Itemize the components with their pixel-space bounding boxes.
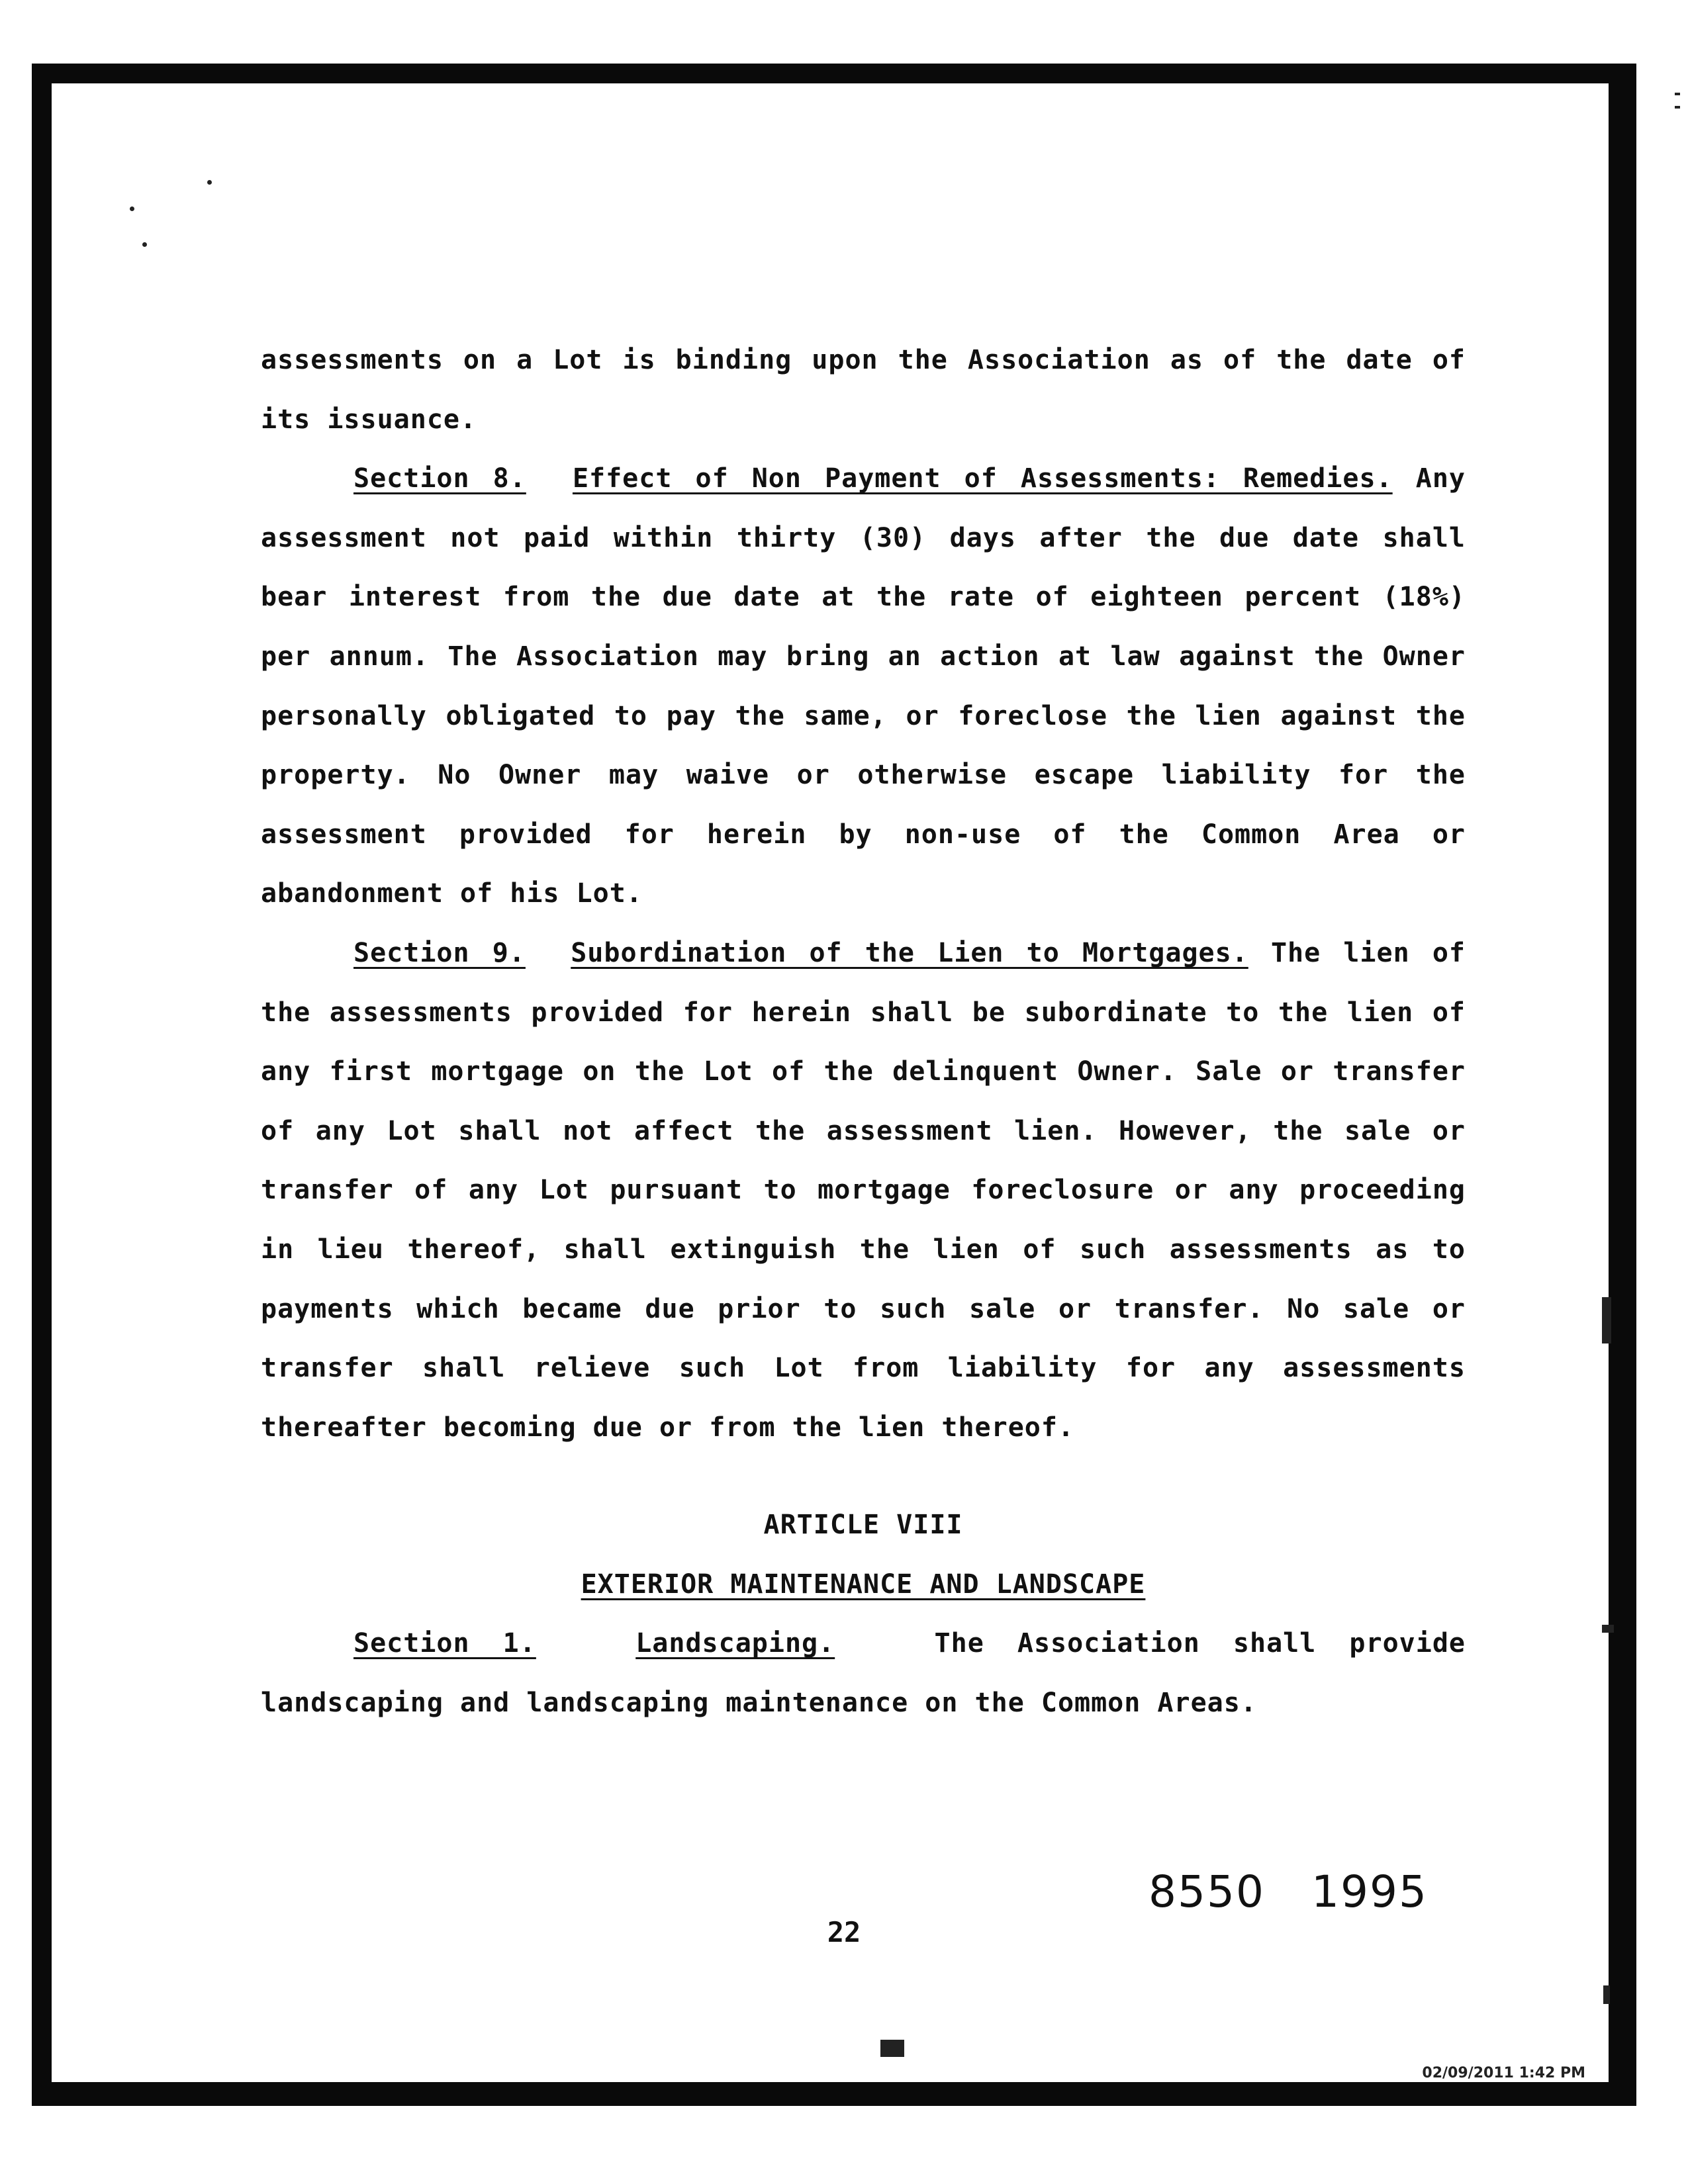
section-9-paragraph — [261, 924, 1466, 1457]
bates-number-right: 1995 — [1311, 1866, 1428, 1917]
print-timestamp: 02/09/2011 1:42 PM — [1422, 2065, 1585, 2081]
scan-speck — [142, 242, 147, 247]
scan-speck — [207, 180, 212, 185]
bates-number-left: 8550 — [1149, 1866, 1265, 1917]
scan-edge-mark — [880, 2040, 904, 2057]
continuation-paragraph: assessments on a Lot is binding upon the Association as of the date of its issuance. — [261, 345, 1466, 435]
article-number: ARTICLE VIII — [763, 1510, 963, 1541]
section-9-body: The lien of the assessments provided for herein shall be subordinate to the lien of any first mortgage on the Lot of the delinquent Owner. Sale or transfer of any Lot shall not affect the assessment lien. However, the sale or transfer of any Lot pursuant to mortgage foreclosure or any proceeding in lieu thereof, shall extinguish the lien of such assessments as to payments which became due prior to such sale or transfer. No sale or transfer shall relieve such Lot from liability for any assessments thereafter becoming due or from the lien thereof. — [261, 937, 1466, 1443]
section-1-label: Section 1. — [353, 1628, 536, 1659]
section-8-paragraph — [261, 449, 1466, 924]
section-1-body: The Association shall provide landscaping and landscaping maintenance on the Common Areas. — [261, 1628, 1466, 1719]
section-1-paragraph — [261, 1614, 1466, 1733]
article-title: EXTERIOR MAINTENANCE AND LANDSCAPE — [581, 1569, 1146, 1600]
scan-edge-mark — [1675, 93, 1680, 95]
section-8-body: Any assessment not paid within thirty (30) days after the due date shall bear interest from the due date at the rate of eighteen percent (18%) per annum. The Association may bring an action at law against the Owner personally obligated to pay the same, or foreclose the lien against the property. No Owner may waive or otherwise escape liability for the assessment provided for herein by non-use of the Common Area or abandonment of his Lot. — [261, 463, 1466, 909]
scan-speck — [130, 206, 134, 211]
section-1-title: Landscaping. — [635, 1628, 835, 1659]
section-8-title: Effect of Non Payment of Assessments: Remedies. — [572, 463, 1393, 494]
document-body — [261, 331, 1466, 1733]
page-number: 22 — [827, 1916, 861, 1948]
scan-edge-mark — [1675, 106, 1680, 109]
scan-edge-mark — [1603, 1985, 1610, 2004]
article-spacer — [261, 1457, 1466, 1496]
article-title-line — [261, 1555, 1466, 1615]
scan-edge-mark — [1602, 1297, 1611, 1343]
scan-edge-mark — [1602, 1625, 1614, 1633]
section-9-title: Subordination of the Lien to Mortgages. — [571, 937, 1248, 968]
section-9-label: Section 9. — [353, 937, 526, 968]
bates-stamp — [1149, 1866, 1428, 1917]
section-8-label: Section 8. — [353, 463, 526, 494]
